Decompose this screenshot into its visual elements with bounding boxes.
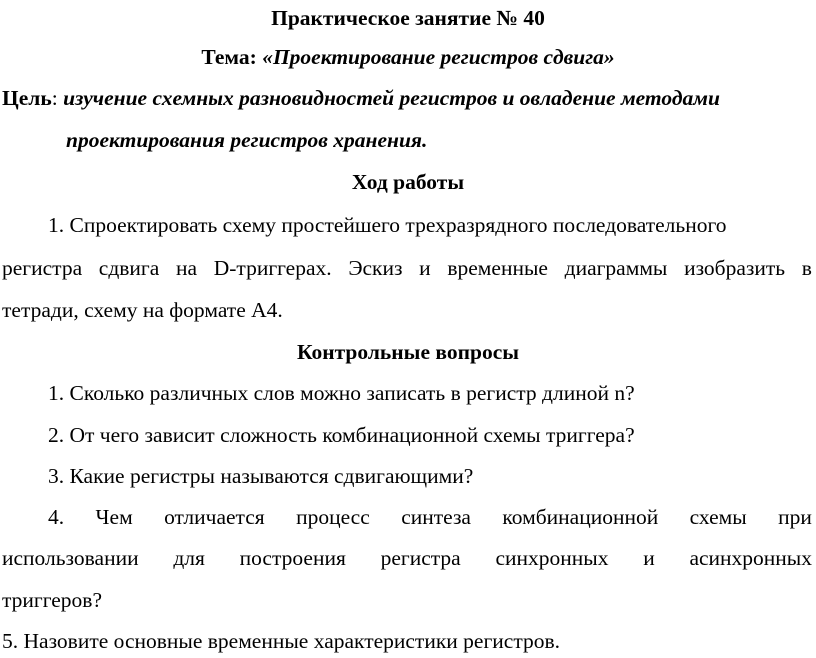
question-4-line-1-word: процесс bbox=[296, 505, 370, 529]
question-3: 3. Какие регистры называются сдвигающими? bbox=[48, 464, 474, 488]
question-4-line-1-word: отличается bbox=[164, 505, 265, 529]
question-4-line-1 bbox=[48, 507, 812, 529]
task1-line-3: тетради, схему на формате А4. bbox=[2, 298, 283, 322]
task1-line-2-word: Эскиз bbox=[348, 256, 403, 280]
topic-text: «Проектирование регистров сдвига» bbox=[262, 45, 615, 69]
work-heading: Ход работы bbox=[351, 170, 465, 194]
question-4-line-2 bbox=[2, 548, 812, 570]
question-1: 1. Сколько различных слов можно записать в регистр длиной n? bbox=[48, 381, 635, 405]
topic-label: Тема: bbox=[201, 45, 257, 69]
task1-line-2-word: временные bbox=[447, 256, 548, 280]
task1-line-2-word: изобразить bbox=[684, 256, 786, 280]
task1-line-2-word: на bbox=[175, 256, 198, 280]
goal-text-line-1: изучение схемных разновидностей регистров и овладение методами bbox=[63, 86, 720, 110]
task1-line-2-word: D-триггерах. bbox=[213, 256, 332, 280]
goal-line-1 bbox=[2, 88, 816, 110]
question-4-line-2-word: и bbox=[643, 546, 655, 570]
question-4-line-1-word: комбинационной bbox=[502, 505, 659, 529]
question-4-line-2-word: использовании bbox=[2, 546, 139, 570]
task1-line-2-word: в bbox=[801, 256, 812, 280]
question-4-line-2-word: синхронных bbox=[495, 546, 609, 570]
question-5: 5. Назовите основные временные характеристики регистров. bbox=[2, 629, 561, 653]
task1-line-1: 1. Спроектировать схему простейшего трехразрядного последовательного bbox=[48, 213, 727, 237]
question-4-line-1-word: при bbox=[778, 505, 812, 529]
question-4-line-2-word: для bbox=[173, 546, 205, 570]
task1-line-2-word: и bbox=[419, 256, 431, 280]
question-4-line-1-word: Чем bbox=[95, 505, 133, 529]
question-4-line-1-word: схемы bbox=[689, 505, 747, 529]
topic-line bbox=[0, 47, 816, 69]
question-4-line-2-word: регистра bbox=[380, 546, 461, 570]
question-4-line-3: триггеров? bbox=[2, 588, 103, 612]
question-4-line-1-word: синтеза bbox=[401, 505, 471, 529]
question-4-line-2-word: построения bbox=[239, 546, 346, 570]
task1-line-2-word: регистра bbox=[2, 256, 83, 280]
task1-line-2-word: сдвига bbox=[98, 256, 160, 280]
goal-label: Цель bbox=[2, 86, 52, 110]
question-2: 2. От чего зависит сложность комбинационной схемы триггера? bbox=[48, 423, 635, 447]
task1-line-2 bbox=[2, 258, 812, 280]
goal-text-line-2: проектирования регистров хранения. bbox=[66, 128, 428, 152]
task1-line-2-word: диаграммы bbox=[564, 256, 668, 280]
question-4-line-2-word: асинхронных bbox=[689, 546, 812, 570]
question-4-line-1-word: 4. bbox=[48, 505, 65, 529]
page-title: Практическое занятие № 40 bbox=[271, 6, 545, 30]
goal-colon: : bbox=[51, 86, 58, 110]
questions-heading: Контрольные вопросы bbox=[296, 340, 520, 364]
